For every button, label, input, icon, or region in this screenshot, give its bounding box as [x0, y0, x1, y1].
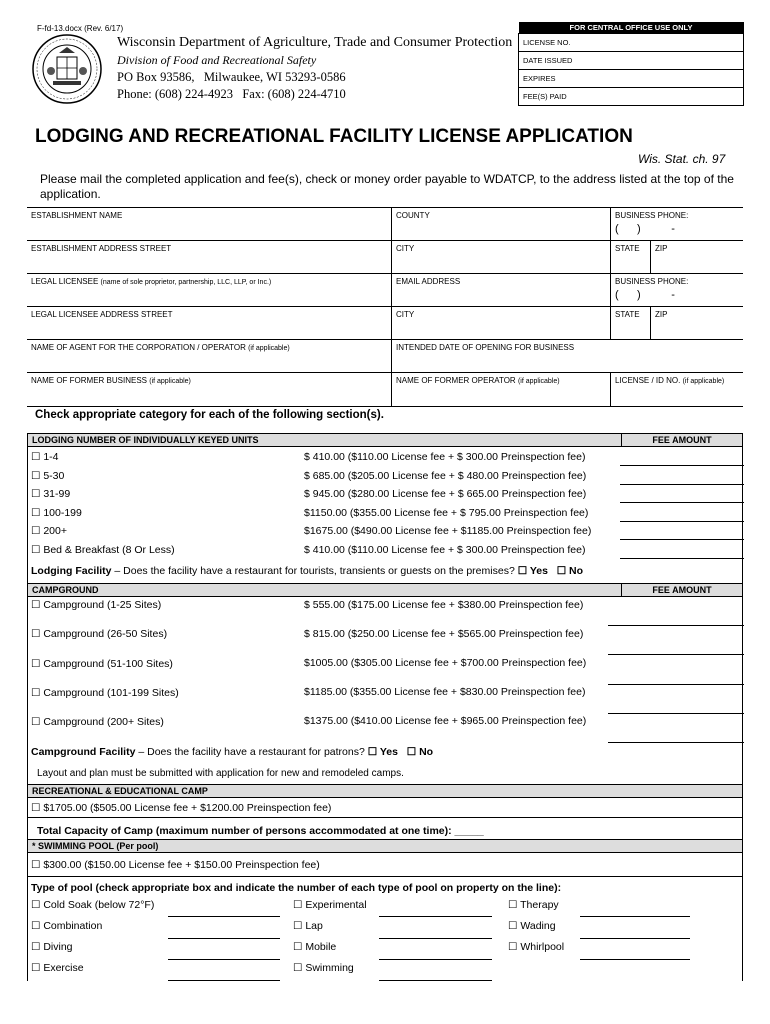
- zip-label: ZIP: [655, 244, 668, 253]
- pool-count-line[interactable]: [168, 916, 280, 917]
- pool-exercise-checkbox[interactable]: ☐ Exercise: [31, 962, 84, 974]
- state2-field[interactable]: [610, 307, 650, 339]
- campground-fee-1-25: $ 555.00 ($175.00 License fee + $380.00 Preinspection fee): [304, 599, 584, 611]
- business-phone2-field[interactable]: [610, 274, 743, 306]
- pool-count-line[interactable]: [580, 938, 690, 939]
- zip-field[interactable]: [650, 241, 743, 273]
- lodging-header: [27, 433, 743, 447]
- pool-header: [27, 839, 743, 853]
- campground-option-26-50[interactable]: ☐ Campground (26-50 Sites): [31, 628, 168, 640]
- legal-licensee-field[interactable]: [27, 274, 391, 306]
- lodging-option-200-plus[interactable]: ☐ 200+: [31, 525, 67, 537]
- agency-division: Division of Food and Recreational Safety: [117, 53, 317, 67]
- form-id: F-fd-13.docx (Rev. 6/17): [37, 24, 124, 33]
- rec-camp-capacity[interactable]: Total Capacity of Camp (maximum number of persons accommodated at one time): _____: [37, 825, 484, 837]
- pool-count-line[interactable]: [168, 959, 280, 960]
- office-use-table: [518, 22, 744, 106]
- establishment-address-label: ESTABLISHMENT ADDRESS STREET: [31, 244, 172, 253]
- office-expires[interactable]: EXPIRES: [519, 70, 744, 88]
- lodging-amount-line[interactable]: [620, 558, 744, 559]
- lodging-fee-header: FEE AMOUNT: [621, 434, 742, 446]
- office-license-no[interactable]: LICENSE NO.: [519, 34, 744, 52]
- office-date-issued[interactable]: DATE ISSUED: [519, 52, 744, 70]
- county-label: COUNTY: [396, 211, 430, 220]
- legal-licensee-label: LEGAL LICENSEE: [31, 277, 99, 286]
- campground-no-checkbox[interactable]: ☐ No: [406, 746, 434, 758]
- campground-fee-200-plus: $1375.00 ($410.00 License fee + $965.00 Preinspection fee): [304, 715, 587, 727]
- phone-mask-2: ( ) -: [615, 289, 675, 301]
- lodging-header-label: LODGING NUMBER OF INDIVIDUALLY KEYED UNITS: [32, 435, 259, 445]
- pool-cold-soak-checkbox[interactable]: ☐ Cold Soak (below 72°F): [31, 899, 155, 911]
- lodging-option-100-199[interactable]: ☐ 100-199: [31, 507, 82, 519]
- licensee-address-label: LEGAL LICENSEE ADDRESS STREET: [31, 310, 173, 319]
- state-label: STATE: [615, 244, 640, 253]
- pool-count-line[interactable]: [379, 959, 492, 960]
- opening-date-field[interactable]: [391, 340, 743, 372]
- license-id-note: (if applicable): [682, 378, 725, 385]
- rec-camp-header-label: RECREATIONAL & EDUCATIONAL CAMP: [32, 786, 208, 796]
- lodging-fee-bed-breakfast: $ 410.00 ($110.00 License fee + $ 300.00 Preinspection fee): [304, 544, 586, 556]
- pool-type-heading: Type of pool (check appropriate box and indicate the number of each type of pool on property on the line):: [31, 882, 562, 894]
- pool-count-line[interactable]: [379, 916, 492, 917]
- lodging-fee-100-199: $1150.00 ($355.00 License fee + $ 795.00 Preinspection fee): [304, 507, 589, 519]
- zip2-field[interactable]: [650, 307, 743, 339]
- pool-count-line[interactable]: [379, 980, 492, 981]
- former-business-label: NAME OF FORMER BUSINESS: [31, 376, 148, 385]
- campground-fee-101-199: $1185.00 ($355.00 License fee + $830.00 Preinspection fee): [304, 686, 586, 698]
- former-operator-label: NAME OF FORMER OPERATOR: [396, 376, 516, 385]
- pool-wading-checkbox[interactable]: ☐ Wading: [508, 920, 556, 932]
- former-business-field[interactable]: [27, 373, 391, 406]
- pool-fee-checkbox[interactable]: ☐ $300.00 ($150.00 License fee + $150.00 Preinspection fee): [31, 859, 320, 871]
- campground-fee-header: FEE AMOUNT: [621, 584, 742, 596]
- lodging-option-31-99[interactable]: ☐ 31-99: [31, 488, 71, 500]
- campground-amount-line[interactable]: [608, 684, 744, 685]
- campground-amount-line[interactable]: [608, 713, 744, 714]
- campground-option-1-25[interactable]: ☐ Campground (1-25 Sites): [31, 599, 162, 611]
- lodging-amount-line[interactable]: [620, 465, 744, 466]
- pool-count-line[interactable]: [580, 959, 690, 960]
- frame-right: [742, 433, 743, 981]
- license-id-label: LICENSE / ID NO.: [615, 376, 681, 385]
- lodging-no-checkbox[interactable]: ☐ No: [556, 565, 584, 577]
- campground-facility-text: – Does the facility have a restaurant for patrons?: [135, 746, 368, 758]
- lodging-yes-checkbox[interactable]: ☐ Yes: [517, 565, 548, 577]
- lodging-fee-200-plus: $1675.00 ($490.00 License fee + $1185.00 Preinspection fee): [304, 525, 592, 537]
- rec-camp-header: [27, 784, 743, 798]
- office-use-header: FOR CENTRAL OFFICE USE ONLY: [519, 22, 744, 34]
- frame-left: [27, 433, 28, 981]
- pool-header-label: * SWIMMING POOL (Per pool): [32, 841, 159, 851]
- lodging-amount-line[interactable]: [620, 521, 744, 522]
- check-heading: Check appropriate category for each of the following section(s).: [35, 409, 384, 421]
- campground-option-200-plus[interactable]: ☐ Campground (200+ Sites): [31, 716, 164, 728]
- instructions: Please mail the completed application and fee(s), check or money order payable to WDATCP, to the address listed at the top of the application.: [40, 172, 734, 201]
- former-operator-field[interactable]: [391, 373, 610, 406]
- campground-amount-line[interactable]: [608, 742, 744, 743]
- agent-name-field[interactable]: [27, 340, 391, 372]
- campground-option-101-199[interactable]: ☐ Campground (101-199 Sites): [31, 687, 179, 699]
- business-phone-field[interactable]: [610, 208, 743, 240]
- city-field[interactable]: [391, 241, 610, 273]
- business-phone-label: BUSINESS PHONE:: [615, 211, 689, 220]
- lodging-amount-line[interactable]: [620, 539, 744, 540]
- establishment-name-field[interactable]: [27, 208, 391, 240]
- campground-fee-51-100: $1005.00 ($305.00 License fee + $700.00 Preinspection fee): [304, 657, 587, 669]
- lodging-facility-text: – Does the facility have a restaurant for tourists, transients or guests on the premises?: [111, 565, 518, 577]
- city-label: CITY: [396, 244, 415, 253]
- agency-address: PO Box 93586, Milwaukee, WI 53293-0586: [117, 70, 346, 84]
- pool-count-line[interactable]: [580, 916, 690, 917]
- lodging-option-5-30[interactable]: ☐ 5-30: [31, 470, 65, 482]
- pool-count-line[interactable]: [379, 938, 492, 939]
- pool-experimental-checkbox[interactable]: ☐ Experimental: [293, 899, 367, 911]
- statute: Wis. Stat. ch. 97: [638, 152, 726, 166]
- city2-field[interactable]: [391, 307, 610, 339]
- campground-facility-bold: Campground Facility: [31, 746, 136, 758]
- licensee-address-field[interactable]: [27, 307, 391, 339]
- phone-mask: ( ) -: [615, 223, 675, 235]
- lodging-fee-1-4: $ 410.00 ($110.00 License fee + $ 300.00 Preinspection fee): [304, 451, 586, 463]
- campground-fee-26-50: $ 815.00 ($250.00 License fee + $565.00 Preinspection fee): [304, 628, 584, 640]
- rec-camp-fee-row: [27, 798, 743, 818]
- pool-count-line[interactable]: [168, 938, 280, 939]
- business-phone2-label: BUSINESS PHONE:: [615, 277, 689, 286]
- office-fees-paid[interactable]: FEE(S) PAID: [519, 88, 744, 106]
- rec-camp-fee-checkbox[interactable]: ☐ $1705.00 ($505.00 License fee + $1200.00 Preinspection fee): [31, 802, 332, 814]
- zip2-label: ZIP: [655, 310, 668, 319]
- agency-name: Wisconsin Department of Agriculture, Trade and Consumer Protection: [117, 35, 513, 50]
- county-field[interactable]: [391, 208, 610, 240]
- campground-plan-note: Layout and plan must be submitted with application for new and remodeled camps.: [37, 768, 404, 779]
- state-field[interactable]: [610, 241, 650, 273]
- lodging-amount-line[interactable]: [620, 484, 744, 485]
- lodging-fee-31-99: $ 945.00 ($280.00 License fee + $ 665.00 Preinspection fee): [304, 488, 587, 500]
- campground-header-label: CAMPGROUND: [32, 585, 99, 595]
- campground-yes-checkbox[interactable]: ☐ Yes: [367, 746, 398, 758]
- state-seal-icon: [31, 33, 103, 105]
- opening-date-label: INTENDED DATE OF OPENING FOR BUSINESS: [396, 343, 575, 352]
- lodging-facility-bold: Lodging Facility: [31, 565, 112, 577]
- info-grid: [27, 207, 743, 407]
- campground-amount-line[interactable]: [608, 654, 744, 655]
- pool-swimming-checkbox[interactable]: ☐ Swimming: [293, 962, 354, 974]
- pool-lap-checkbox[interactable]: ☐ Lap: [293, 920, 323, 932]
- campground-header: [27, 583, 743, 597]
- license-id-field[interactable]: [610, 373, 743, 406]
- agent-if-applicable: (if applicable): [248, 345, 290, 352]
- former-business-if-applicable: (if applicable): [149, 378, 191, 385]
- establishment-address-field[interactable]: [27, 241, 391, 273]
- former-operator-if-applicable: (if applicable): [517, 378, 560, 385]
- page-title: LODGING AND RECREATIONAL FACILITY LICENSE APPLICATION: [35, 126, 633, 147]
- email-field[interactable]: [391, 274, 610, 306]
- pool-fee-row: [27, 853, 743, 877]
- campground-amount-line[interactable]: [608, 625, 744, 626]
- agency-phone: Phone: (608) 224-4923 Fax: (608) 224-4710: [117, 87, 346, 101]
- lodging-facility-question: [31, 565, 583, 577]
- city2-label: CITY: [396, 310, 415, 319]
- lodging-fee-5-30: $ 685.00 ($205.00 License fee + $ 480.00 Preinspection fee): [304, 470, 587, 482]
- email-label: EMAIL ADDRESS: [396, 277, 461, 286]
- pool-whirlpool-checkbox[interactable]: ☐ Whirlpool: [508, 941, 565, 953]
- state2-label: STATE: [615, 310, 640, 319]
- pool-mobile-checkbox[interactable]: ☐ Mobile: [293, 941, 337, 953]
- lodging-amount-line[interactable]: [620, 502, 744, 503]
- pool-diving-checkbox[interactable]: ☐ Diving: [31, 941, 73, 953]
- lodging-option-1-4[interactable]: ☐ 1-4: [31, 451, 59, 463]
- agent-name-label: NAME OF AGENT FOR THE CORPORATION / OPERATOR: [31, 343, 246, 352]
- legal-licensee-note: (name of sole proprietor, partnership, LLC, LLP, or Inc.): [100, 279, 272, 286]
- pool-count-line[interactable]: [168, 980, 280, 981]
- pool-therapy-checkbox[interactable]: ☐ Therapy: [508, 899, 559, 911]
- campground-facility-question: [31, 746, 433, 758]
- campground-option-51-100[interactable]: ☐ Campground (51-100 Sites): [31, 658, 173, 670]
- lodging-option-bed-breakfast[interactable]: ☐ Bed & Breakfast (8 Or Less): [31, 544, 175, 556]
- pool-combination-checkbox[interactable]: ☐ Combination: [31, 920, 103, 932]
- establishment-name-label: ESTABLISHMENT NAME: [31, 211, 123, 220]
